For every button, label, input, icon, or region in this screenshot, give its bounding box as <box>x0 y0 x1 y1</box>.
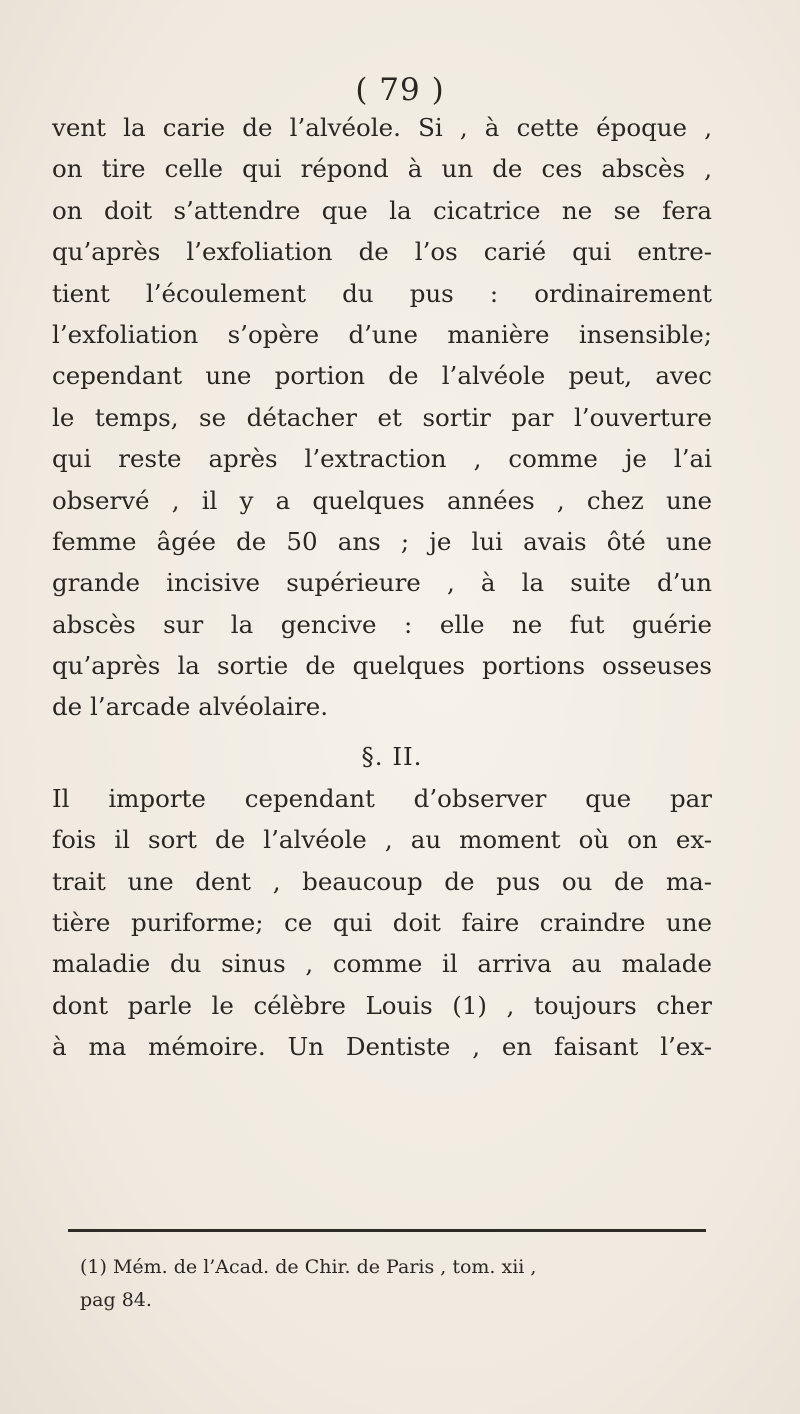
text-line: dont parle le célèbre Louis (1) , toujours cher <box>52 990 712 1020</box>
text-line: on doit s’attendre que la cicatrice ne se fera <box>52 195 712 225</box>
paragraph-1 <box>52 107 712 728</box>
text-line: cependant une portion de l’alvéole peut, avec <box>52 361 712 391</box>
text-line: l’exfoliation s’opère d’une manière insensible; <box>52 319 712 349</box>
text-line: observé , il y a quelques années , chez une <box>52 485 712 515</box>
text-line: maladie du sinus , comme il arriva au malade <box>52 949 712 979</box>
text-line: vent la carie de l’alvéole. Si , à cette époque , <box>52 113 712 142</box>
text-line: trait une dent , beaucoup de pus ou de ma- <box>52 866 712 896</box>
text-line: fois il sort de l’alvéole , au moment où on ex- <box>52 825 712 855</box>
footnote-line: pag 84. <box>80 1289 152 1311</box>
footnote-line: (1) Mém. de l’Acad. de Chir. de Paris , tom. xii , <box>80 1256 537 1278</box>
section-heading: §. II. <box>361 741 423 771</box>
text-line: tière puriforme; ce qui doit faire craindre une <box>52 908 712 938</box>
text-line: femme âgée de 50 ans ; je lui avais ôté une <box>52 526 712 556</box>
text-line: de l’arcade alvéolaire. <box>52 692 329 722</box>
text-line: tient l’écoulement du pus : ordinairement <box>52 278 712 308</box>
text-line: grande incisive supérieure , à la suite d’un <box>52 568 712 598</box>
text-line: on tire celle qui répond à un de ces abscès , <box>52 154 712 184</box>
text-line: qu’après la sortie de quelques portions osseuses <box>52 651 712 681</box>
text-line: à ma mémoire. Un Dentiste , en faisant l’ex- <box>52 1032 712 1062</box>
main-text <box>52 107 712 1068</box>
text-line: Il importe cependant d’observer que par <box>52 783 712 813</box>
footnote <box>80 1251 680 1317</box>
footnote-divider <box>68 1229 706 1232</box>
paragraph-2 <box>52 778 712 1068</box>
text-line: qui reste après l’extraction , comme je l’ai <box>52 444 712 474</box>
page-number: ( 79 ) <box>355 72 445 108</box>
text-line: qu’après l’exfoliation de l’os carié qui entre- <box>52 237 712 267</box>
text-line: le temps, se détacher et sortir par l’ouverture <box>52 402 712 432</box>
text-line: abscès sur la gencive : elle ne fut guérie <box>52 609 712 639</box>
